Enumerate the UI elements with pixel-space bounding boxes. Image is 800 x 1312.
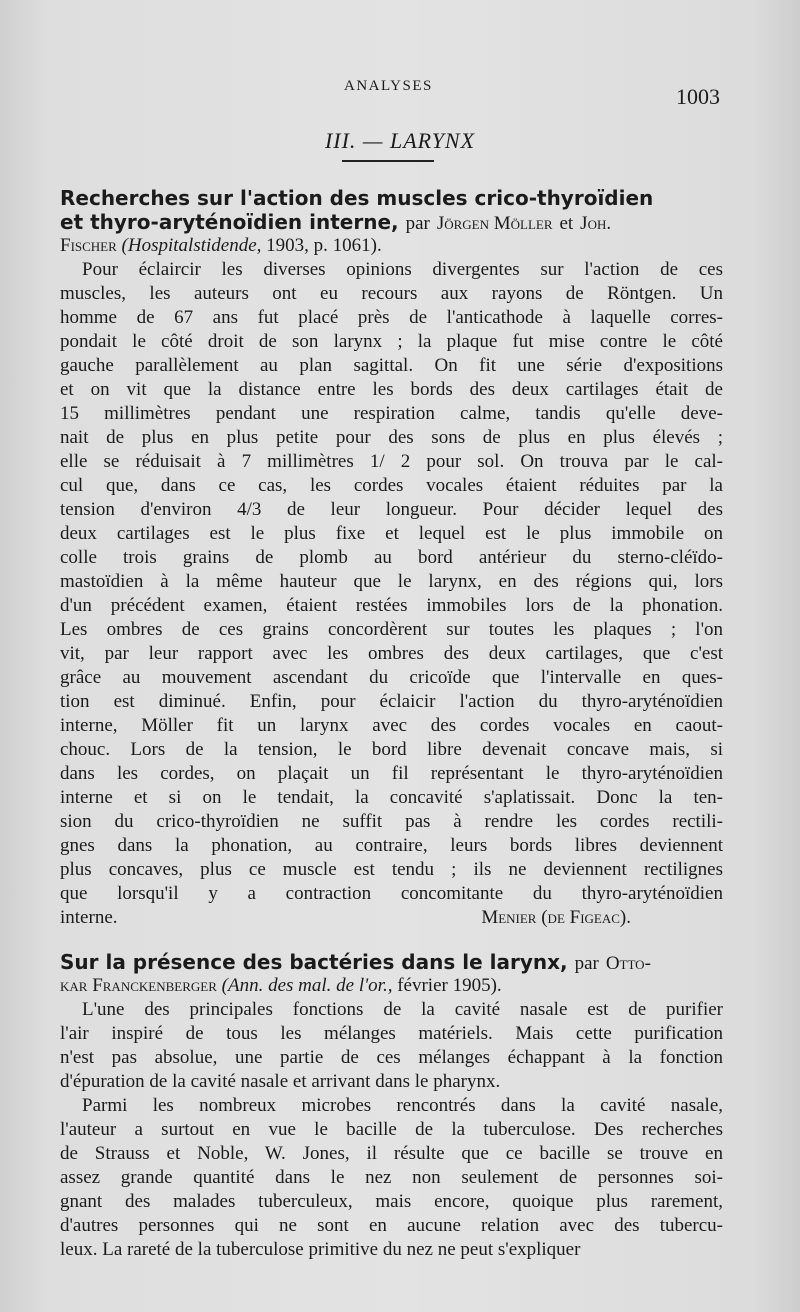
article-1-source: (Hospitalstidende, — [121, 235, 262, 256]
article-2-byline-par: par — [574, 953, 599, 974]
running-head: ANALYSES — [344, 78, 433, 94]
text-line: leux. La rareté de la tuberculose primitive du nez ne peut s'expliquer — [60, 1239, 581, 1260]
text-line: nait de plus en plus petite pour des sons de plus en plus élevés ; — [60, 427, 723, 448]
page-number: 1003 — [676, 84, 720, 109]
article-1-title-line-2 — [60, 210, 723, 234]
article-2-source-rest: février 1905). — [397, 975, 502, 996]
article-1 — [60, 186, 723, 930]
article-1-last-word: interne. — [60, 907, 118, 928]
text-line: interne et si on le tendait, la concavité s'aplatissait. Donc la ten- — [60, 787, 723, 808]
article-2-author-first: Otto- — [605, 953, 651, 974]
article-2-title-line-1 — [60, 950, 723, 974]
article-1-author-2-last: Fischer — [60, 235, 117, 256]
text-line: Parmi les nombreux microbes rencontrés dans la cavité nasale, — [82, 1095, 723, 1116]
article-1-last-line — [60, 906, 723, 930]
article-2-title: Sur la présence des bactéries dans le larynx, — [60, 950, 568, 974]
article-2-source-line — [60, 974, 723, 998]
text-line: d'autres personnes qui ne sont en aucune relation avec des tubercu- — [60, 1215, 723, 1236]
text-line: tension d'environ 4/3 de leur longueur. Pour décider lequel des — [60, 499, 723, 520]
text-line: d'un précédent examen, étaient restées immobiles lors de la phonation. — [60, 595, 723, 616]
text-line: 15 millimètres pendant une respiration calme, tandis qu'elle deve- — [60, 403, 723, 424]
text-line: gauche parallèlement au plan sagittal. On fit une série d'expositions — [60, 355, 723, 376]
text-line: sion du crico-thyroïdien ne suffit pas à rendre les cordes rectili- — [60, 811, 723, 832]
article-1-source-rest: 1903, p. 1061). — [266, 235, 382, 256]
text-line: vit, par leur rapport avec les ombres des deux cartilages, que c'est — [60, 643, 723, 664]
text-line: grâce au mouvement ascendant du cricoïde que l'intervalle en ques- — [60, 667, 723, 688]
text-line: interne, Möller fit un larynx avec des cordes vocales en caout- — [60, 715, 723, 736]
text-line: dans les cordes, on plaçait un fil représentant le thyro-aryténoïdien — [60, 763, 723, 784]
article-2-body — [60, 998, 723, 1262]
text-line: homme de 67 ans fut placé près de l'anticathode à laquelle corres- — [60, 307, 723, 328]
text-line: et on vit que la distance entre les bords des deux cartilages était de — [60, 379, 723, 400]
text-line: mastoïdien à la même hauteur que le larynx, en des régions qui, lors — [60, 571, 723, 592]
text-line: elle se réduisait à 7 millimètres 1/ 2 pour sol. On trouva par le cal- — [60, 451, 723, 472]
article-1-author-2-first: Joh. — [580, 213, 612, 234]
article-1-title-line-1: Recherches sur l'action des muscles crico-thyroïdien — [60, 186, 654, 210]
text-line: Les ombres de ces grains concordèrent sur toutes les plaques ; l'on — [60, 619, 723, 640]
article-1-title-cont: et thyro-aryténoïdien interne, — [60, 210, 399, 234]
text-line: gnant des malades tuberculeux, mais encore, quoique plus rarement, — [60, 1191, 723, 1212]
text-line: plus concaves, plus ce muscle est tendu ; ils ne deviennent rectilignes — [60, 859, 723, 880]
article-1-byline-and: et — [559, 213, 574, 234]
text-line: n'est pas absolue, une partie de ces mélanges échappant à la fonction — [60, 1047, 723, 1068]
text-line: assez grande quantité dans le nez non seulement de personnes soi- — [60, 1167, 723, 1188]
article-1-byline-par: par — [405, 213, 430, 234]
article-1-body — [60, 258, 723, 906]
text-line: de Strauss et Noble, W. Jones, il résulte que ce bacille se trouve en — [60, 1143, 723, 1164]
article-2-author-line-2: kar Franckenberger — [60, 975, 217, 996]
title-rule — [342, 160, 434, 162]
text-line: chouc. Lors de la tension, le bord libre devenait concave mais, si — [60, 739, 723, 760]
text-line: colle trois grains de plomb au bord antérieur du sterno-cléïdo- — [60, 547, 723, 568]
article-2 — [60, 950, 723, 1262]
text-line: que lorsqu'il y a contraction concomitante du thyro-aryténoïdien — [60, 883, 723, 904]
text-line: gnes dans la phonation, au contraire, leurs bords libres deviennent — [60, 835, 723, 856]
text-line: pondait le côté droit de son larynx ; la plaque fut mise contre le côté — [60, 331, 723, 352]
article-1-source-line — [60, 234, 723, 258]
text-line: d'épuration de la cavité nasale et arrivant dans le pharynx. — [60, 1071, 501, 1092]
text-line: l'air inspiré de tous les mélanges matériels. Mais cette purification — [60, 1023, 723, 1044]
text-line: tion est diminué. Enfin, pour éclaicir l'action du thyro-aryténoïdien — [60, 691, 723, 712]
article-2-source: (Ann. des mal. de l'or., — [221, 975, 393, 996]
text-line: muscles, les auteurs ont eu recours aux rayons de Röntgen. Un — [60, 283, 723, 304]
text-line: deux cartilages est le plus fixe et lequel est le plus immobile on — [60, 523, 723, 544]
article-1-author-1: Jörgen Möller — [436, 213, 553, 234]
section-title: III. — LARYNX — [324, 128, 476, 153]
text-line: cul que, dans ce cas, les cordes vocales étaient réduites par la — [60, 475, 723, 496]
text-line: Pour éclaircir les diverses opinions divergentes sur l'action de ces — [82, 259, 723, 280]
text-line: l'auteur a surtout en vue le bacille de la tuberculose. Des recherches — [60, 1119, 723, 1140]
text-line: L'une des principales fonctions de la cavité nasale est de purifier — [82, 999, 723, 1020]
article-1-signature: Menier (de Figeac). — [481, 907, 631, 928]
